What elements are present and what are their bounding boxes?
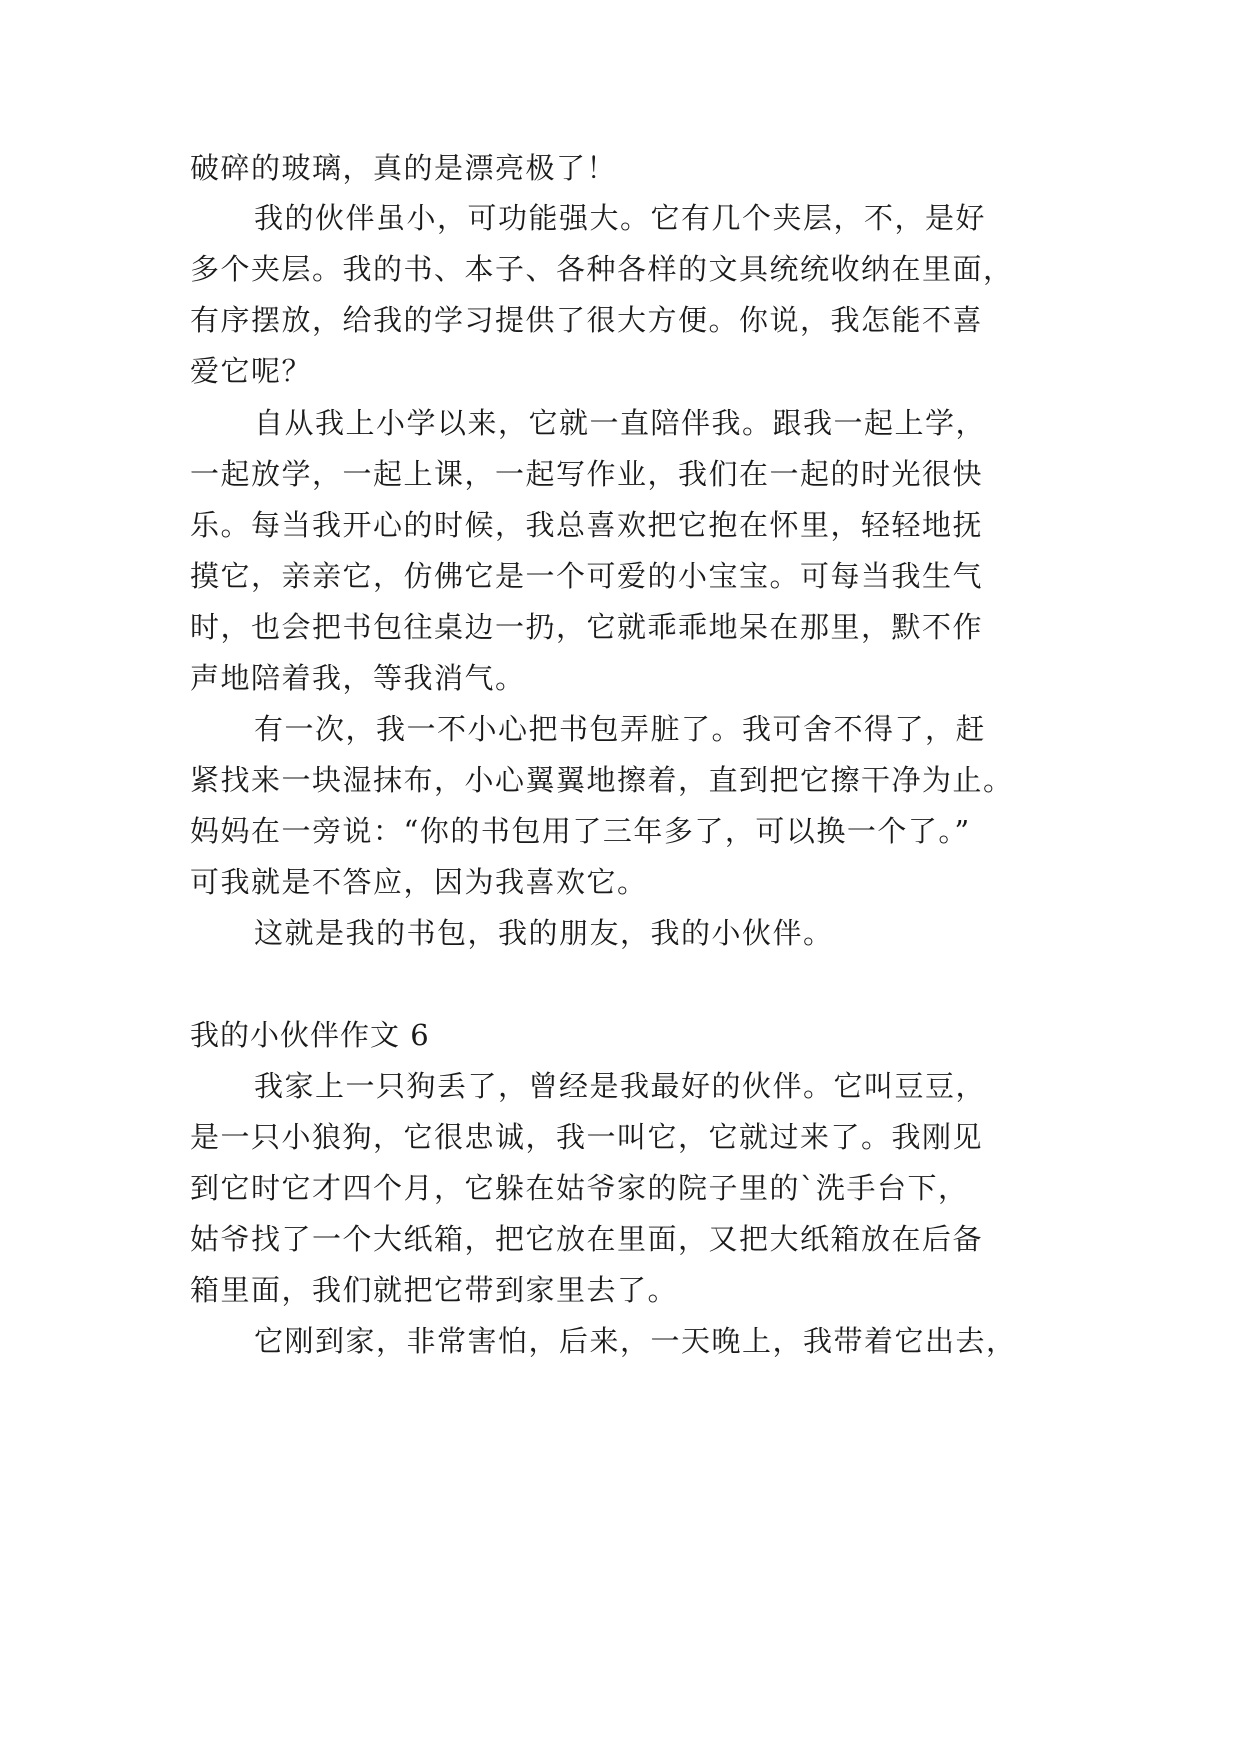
- text-line: 这就是我的书包，我的朋友，我的小伙伴。: [254, 916, 834, 950]
- text-line: 我家上一只狗丢了，曾经是我最好的伙伴。它叫豆豆，: [254, 1069, 987, 1103]
- text-line: 姑爷找了一个大纸箱，把它放在里面，又把大纸箱放在后备: [190, 1222, 984, 1256]
- text-line: 声地陪着我，等我消气。: [190, 661, 526, 695]
- text-line: 到它时它才四个月，它躲在姑爷家的院子里的`洗手台下，: [190, 1171, 969, 1205]
- section-heading: 我的小伙伴作文 6: [190, 1018, 430, 1052]
- text-line: 是一只小狼狗，它很忠诚，我一叫它，它就过来了。我刚见: [190, 1120, 984, 1154]
- text-line: 箱里面，我们就把它带到家里去了。: [190, 1273, 679, 1307]
- text-line: 紧找来一块湿抹布，小心翼翼地擦着，直到把它擦干净为止。: [190, 763, 1014, 797]
- text-line: 有一次，我一不小心把书包弄脏了。我可舍不得了，赶: [254, 712, 987, 746]
- text-line: 妈妈在一旁说：“你的书包用了三年多了，可以换一个了。”: [190, 814, 971, 848]
- text-line: 有序摆放，给我的学习提供了很大方便。你说，我怎能不喜: [190, 303, 984, 337]
- text-line: 爱它呢？: [190, 354, 313, 388]
- text-line: 多个夹层。我的书、本子、各种各样的文具统统收纳在里面，: [190, 252, 1014, 286]
- text-line: 破碎的玻璃，真的是漂亮极了！: [190, 151, 618, 185]
- text-line: 一起放学，一起上课，一起写作业，我们在一起的时光很快: [190, 457, 984, 491]
- text-line: 摸它，亲亲它，仿佛它是一个可爱的小宝宝。可每当我生气: [190, 559, 984, 593]
- text-line: 时，也会把书包往桌边一扔，它就乖乖地呆在那里，默不作: [190, 610, 984, 644]
- text-line: 它刚到家，非常害怕，后来，一天晚上，我带着它出去，: [254, 1324, 1017, 1358]
- text-line: 可我就是不答应，因为我喜欢它。: [190, 865, 648, 899]
- text-line: 自从我上小学以来，它就一直陪伴我。跟我一起上学，: [254, 406, 987, 440]
- text-line: 我的伙伴虽小，可功能强大。它有几个夹层，不，是好: [254, 201, 987, 235]
- text-line: 乐。每当我开心的时候，我总喜欢把它抱在怀里，轻轻地抚: [190, 508, 984, 542]
